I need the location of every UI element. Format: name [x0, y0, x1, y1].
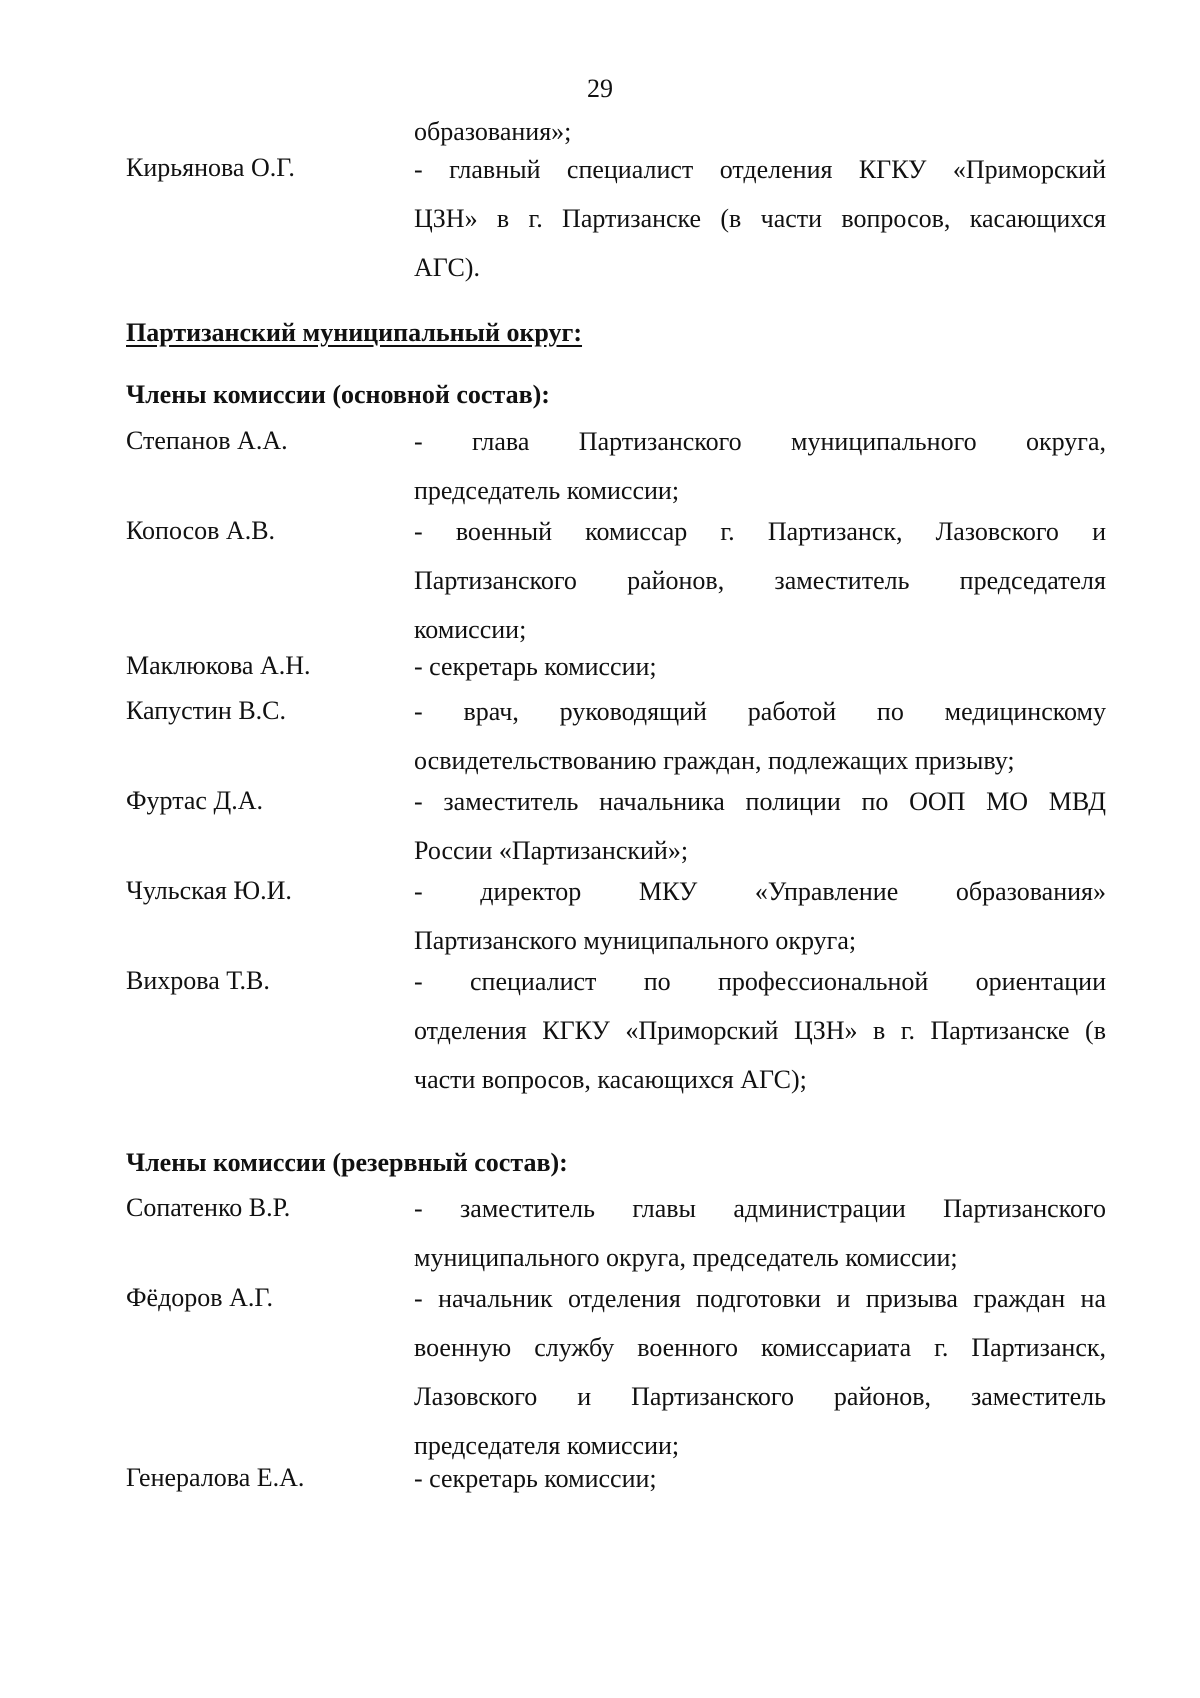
member-description: [414, 1184, 1106, 1282]
member-name: Степанов А.А.: [126, 426, 288, 455]
desc-line: - военный комиссар г. Партизанск, Лазовского и: [414, 517, 1106, 546]
member-name: Вихрова Т.В.: [126, 966, 270, 995]
member-name: Фёдоров А.Г.: [126, 1283, 273, 1312]
desc-line: Партизанского районов, заместитель председателя: [414, 566, 1106, 595]
member-name: Маклюкова А.Н.: [126, 651, 311, 680]
member-name: Чульская Ю.И.: [126, 876, 292, 905]
desc-line: председателя комиссии;: [414, 1431, 680, 1460]
desc-line: АГС).: [414, 253, 480, 282]
desc-line: - заместитель начальника полиции по ООП МО МВД: [414, 787, 1106, 816]
desc-line: отделения КГКУ «Приморский ЦЗН» в г. Партизанске (в: [414, 1016, 1106, 1045]
desc-line: России «Партизанский»;: [414, 836, 689, 865]
desc-line: - секретарь комиссии;: [414, 652, 657, 681]
member-description: [414, 957, 1106, 1104]
desc-line: муниципального округа, председатель комиссии;: [414, 1243, 958, 1272]
desc-line: комиссии;: [414, 615, 527, 644]
desc-line: части вопросов, касающихся АГС);: [414, 1065, 807, 1094]
main-composition-heading: Члены комиссии (основной состав):: [126, 380, 550, 409]
desc-line: - секретарь комиссии;: [414, 1464, 657, 1493]
member-description: [414, 507, 1106, 654]
member-name: Кирьянова О.Г.: [126, 153, 295, 182]
desc-line: - заместитель главы администрации Партизанского: [414, 1194, 1106, 1223]
desc-line: - начальник отделения подготовки и призыва граждан на: [414, 1284, 1106, 1313]
desc-line: ЦЗН» в г. Партизанске (в части вопросов, касающихся: [414, 204, 1106, 233]
member-description: [414, 1274, 1106, 1470]
reserve-composition-heading: Члены комиссии (резервный состав):: [126, 1148, 568, 1177]
desc-line: Лазовского и Партизанского районов, заместитель: [414, 1382, 1106, 1411]
desc-line: - директор МКУ «Управление образования»: [414, 877, 1106, 906]
desc-line: - врач, руководящий работой по медицинскому: [414, 697, 1106, 726]
desc-line: военную службу военного комиссариата г. Партизанск,: [414, 1333, 1106, 1362]
member-description: [414, 777, 1106, 875]
member-description: [414, 1454, 1106, 1503]
member-description: [414, 417, 1106, 515]
member-description: [414, 145, 1106, 292]
member-name: Копосов А.В.: [126, 516, 276, 545]
desc-line: - специалист по профессиональной ориентации: [414, 967, 1106, 996]
desc-line: - глава Партизанского муниципального округа,: [414, 427, 1106, 456]
member-description: [414, 687, 1106, 785]
member-description: [414, 642, 1106, 691]
desc-line: - главный специалист отделения КГКУ «Приморский: [414, 155, 1106, 184]
desc-line: образования»;: [414, 117, 572, 146]
desc-line: Партизанского муниципального округа;: [414, 926, 857, 955]
page-number: 29: [587, 74, 613, 103]
member-name: Сопатенко В.Р.: [126, 1193, 291, 1222]
member-name: Фуртас Д.А.: [126, 786, 263, 815]
member-description: [414, 867, 1106, 965]
desc-line: освидетельствованию граждан, подлежащих призыву;: [414, 746, 1015, 775]
member-name: Капустин В.С.: [126, 696, 287, 725]
desc-line: председатель комиссии;: [414, 476, 680, 505]
section-title: Партизанский муниципальный округ:: [126, 318, 583, 347]
member-name: Генералова Е.А.: [126, 1463, 305, 1492]
